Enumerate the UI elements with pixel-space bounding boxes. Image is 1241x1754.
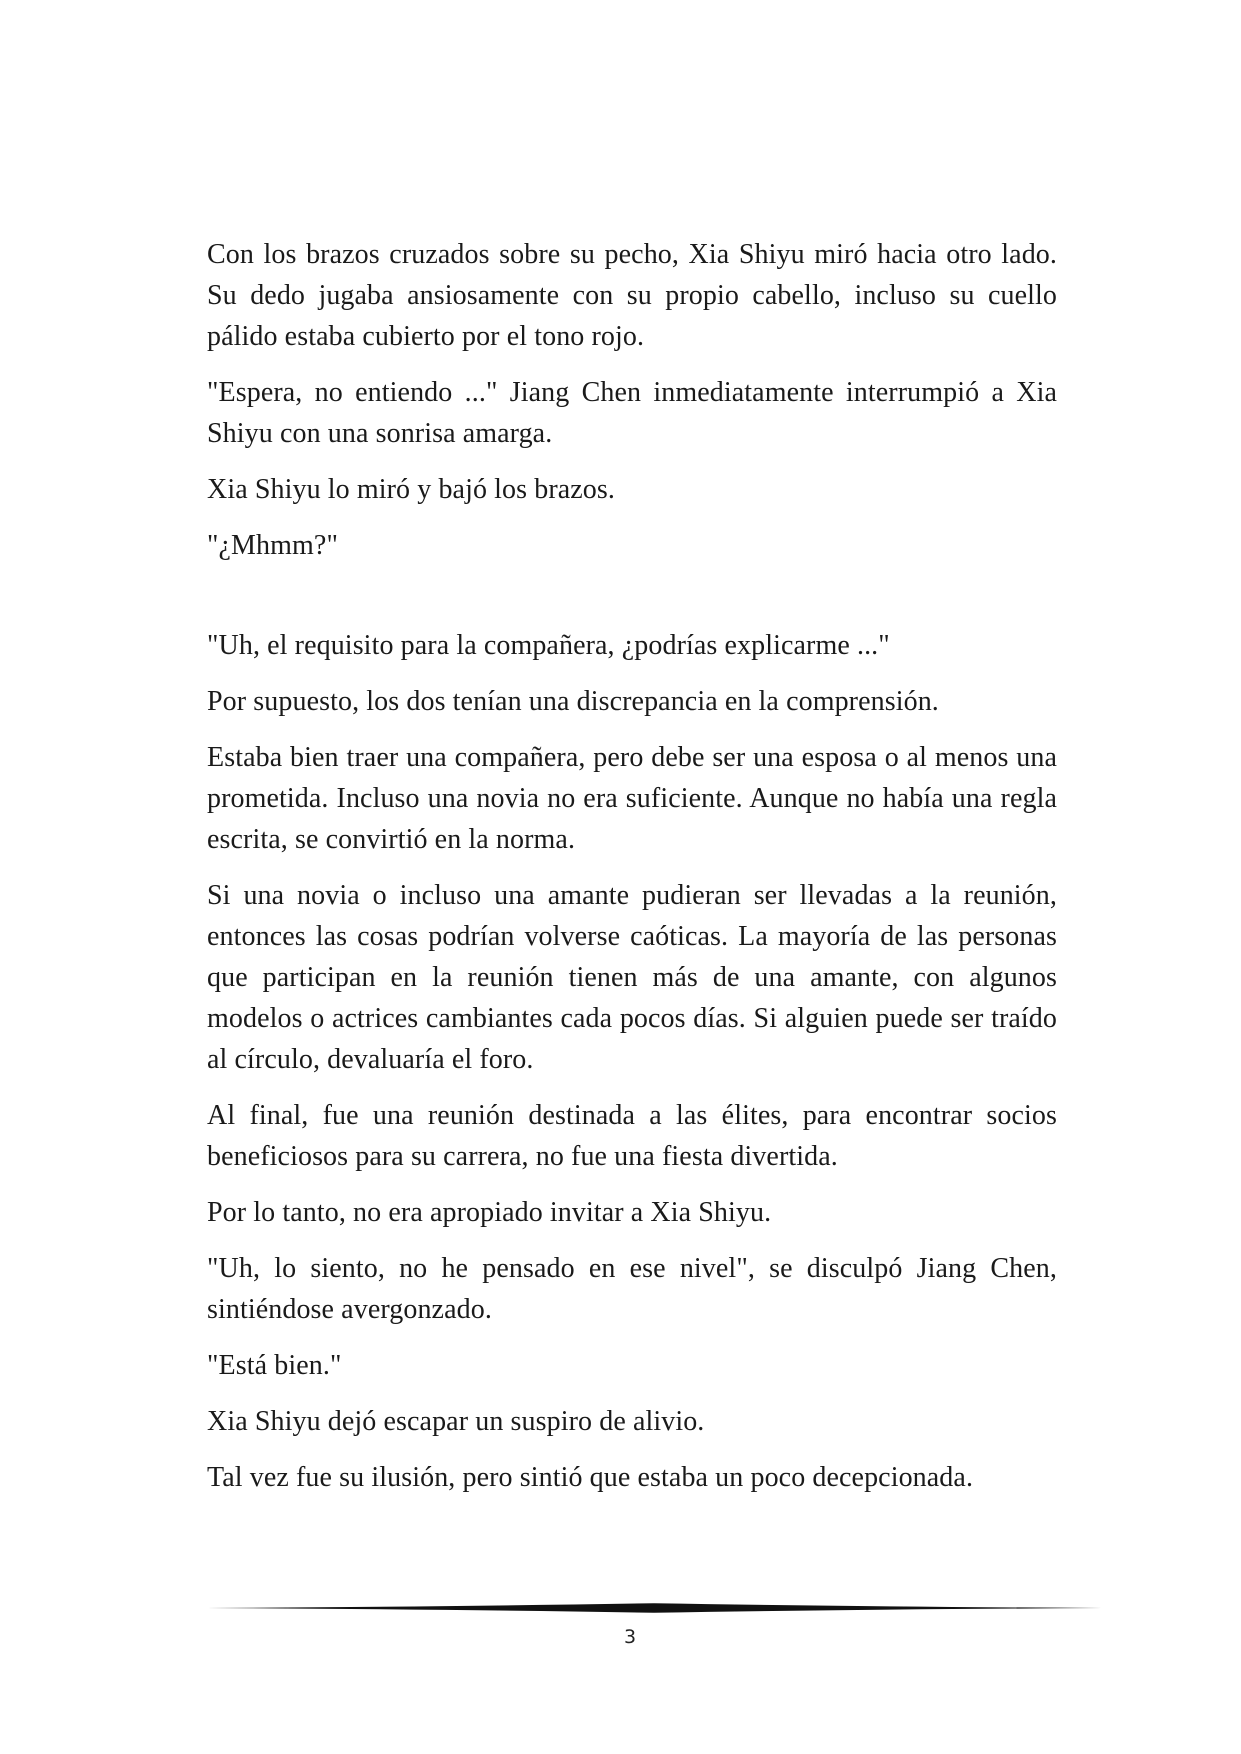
paragraph-3: Xia Shiyu lo miró y bajó los brazos. xyxy=(207,474,616,505)
paragraph-9: Al final, fue una reunión destinada a las élites, para encontrar socios beneficiosos para su carrera, no fue una fiesta divertida. xyxy=(207,1100,1057,1172)
paragraph-4: "¿Mhmm?" xyxy=(207,530,338,561)
paragraph-10: Por lo tanto, no era apropiado invitar a Xia Shiyu. xyxy=(207,1197,772,1228)
paragraph-1: Con los brazos cruzados sobre su pecho, Xia Shiyu miró hacia otro lado. Su dedo jugaba ansiosamente con su propio cabello, incluso su cuello pálido estaba cubierto por el tono rojo. xyxy=(207,239,1057,352)
footer-divider xyxy=(207,1602,1102,1614)
paragraph-14: Tal vez fue su ilusión, pero sintió que estaba un poco decepcionada. xyxy=(207,1462,974,1493)
paragraph-8: Si una novia o incluso una amante pudieran ser llevadas a la reunión, entonces las cosas podrían volverse caóticas. La mayoría de las personas que participan en la reunión tienen más de una amante, con algunos modelos o actrices cambiantes cada pocos días. Si alguien puede ser traído al círculo, devaluaría el foro. xyxy=(207,880,1057,1075)
paragraph-13: Xia Shiyu dejó escapar un suspiro de alivio. xyxy=(207,1406,705,1437)
paragraph-5: "Uh, el requisito para la compañera, ¿podrías explicarme ..." xyxy=(207,630,890,661)
page-number: 3 xyxy=(623,1626,637,1648)
paragraph-6: Por supuesto, los dos tenían una discrepancia en la comprensión. xyxy=(207,686,939,717)
paragraph-12: "Está bien." xyxy=(207,1350,342,1381)
paragraph-7: Estaba bien traer una compañera, pero debe ser una esposa o al menos una prometida. Incluso una novia no era suficiente. Aunque no había una regla escrita, se convirtió en la norma. xyxy=(207,742,1057,855)
paragraph-11: "Uh, lo siento, no he pensado en ese nivel", se disculpó Jiang Chen, sintiéndose avergonzado. xyxy=(207,1253,1057,1325)
body-text xyxy=(207,234,1057,1513)
paragraph-2: "Espera, no entiendo ..." Jiang Chen inmediatamente interrumpió a Xia Shiyu con una sonrisa amarga. xyxy=(207,377,1057,449)
